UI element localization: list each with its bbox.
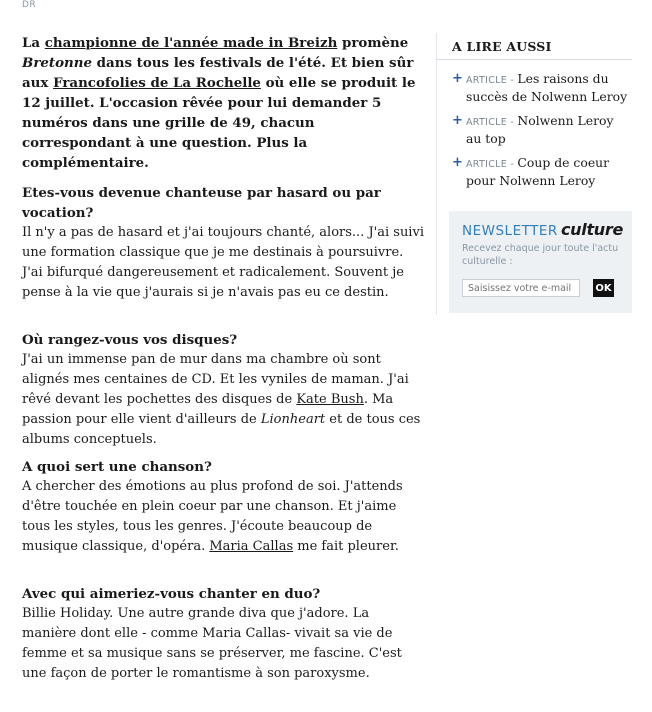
newsletter-brand-logo: culture [561,220,624,239]
plus-icon: + [452,71,463,86]
article-title[interactable]: Les raisons du succès de Nolwenn Leroy [466,71,628,104]
link-maria-callas[interactable]: Maria Callas [209,539,294,554]
question-heading: Etes-vous devenue chanteuse par hasard ou par vocation? [22,185,381,221]
related-article-item[interactable] [452,71,632,105]
newsletter-box [449,211,632,313]
related-article-item[interactable] [452,113,632,147]
article-title[interactable]: Coup de coeur pour Nolwenn Leroy [466,155,610,188]
question-heading: A quoi sert une chanson? [22,459,212,475]
photo-credit: DR [22,0,37,10]
qa-block-4 [22,584,424,684]
question-heading: Où rangez-vous vos disques? [22,332,238,348]
qa-block-1 [22,183,424,303]
intro-paragraph: La championne de l'année made in Breizh promène Bretonne dans tous les festivals de l'été. Et bien sûr aux Francofolies de La Rochelle où elle se produit le 12 juillet. L'occasion rêvée pour lui demander 5 numéros dans une grille de 49, chacun correspondant à une question. Plus la complémentaire. [22,35,416,171]
answer-text: Il n'y a pas de hasard et j'ai toujours chanté, alors... J'ai suivi une formation classique que je me destinais à poursuivre. J'ai bifurqué dangereusement et radicalement. Souvent je pense à la vie que j'aurais si je n'avais pas eu ce destin. [22,225,424,300]
newsletter-ok-button[interactable]: OK [593,279,614,297]
answer-text: J'ai un immense pan de mur dans ma chambre où sont alignés mes centaines de CD. Et les vyniles de maman. J'ai rêvé devant les pochettes des disques de Kate Bush. Ma passion pour elle vient d'ailleurs de Lionheart et de tous ces albums conceptuels. [22,352,421,447]
sidebar-divider [436,33,437,315]
newsletter-title: NEWSLETTER [462,223,558,239]
question-heading: Avec qui aimeriez-vous chanter en duo? [22,586,321,602]
link-championne[interactable]: championne de l'année made in Breizh [44,35,338,51]
article-tag: ARTICLE - [466,159,518,170]
plus-icon: + [452,155,463,170]
article-tag: ARTICLE - [466,75,518,86]
article-title[interactable]: Nolwenn Leroy au top [466,113,614,146]
answer-text: A chercher des émotions au plus profond de soi. J'attends d'être touchée en plein coeur par une chanson. Et j'aime tous les styles, tous les genres. J'écoute beaucoup de musique classique, d'opéra. Maria Callas me fait pleurer. [22,479,403,554]
article-intro [22,33,424,173]
link-kate-bush[interactable]: Kate Bush [296,392,364,407]
article-tag: ARTICLE - [466,117,518,128]
sidebar-heading: A LIRE AUSSI [436,33,632,60]
answer-text: Billie Holiday. Une autre grande diva que j'adore. La manière dont elle - comme Maria Callas- vivait sa vie de femme et sa musique sans se préserver, me fascine. C'est une façon de porter le romantisme à son paroxysme. [22,606,402,681]
link-francofolies[interactable]: Francofolies de La Rochelle [53,75,261,91]
related-article-item[interactable] [452,155,632,189]
qa-block-2 [22,330,424,450]
qa-block-3 [22,457,424,557]
related-articles-sidebar [436,33,632,188]
newsletter-email-input[interactable] [462,279,580,297]
newsletter-description: Recevez chaque jour toute l'actu culturelle : [462,243,619,267]
plus-icon: + [452,113,463,128]
